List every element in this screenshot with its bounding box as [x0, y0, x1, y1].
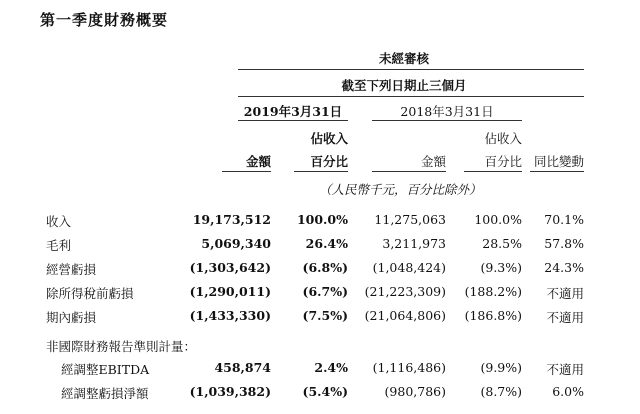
pct-2018: 100.0%: [474, 212, 522, 227]
amount-2018: 11,275,063: [374, 212, 446, 227]
pct-2018: (9.3%): [480, 260, 522, 275]
row-label: 收入: [46, 214, 72, 229]
yoy-change: 不適用: [546, 286, 584, 301]
yoy-change: 不適用: [546, 362, 584, 377]
page-title: 第一季度財務概要: [40, 11, 169, 29]
underline-yoy: [530, 171, 584, 172]
yoy-change: 24.3%: [544, 260, 584, 275]
underline-amount-2018: [372, 171, 446, 172]
date-2019: 2019年3月31日: [243, 104, 343, 119]
non-ifrs-heading: 非國際財務報告準則計量：: [46, 339, 197, 354]
amount-2018: (980,786): [384, 384, 446, 399]
pct-2018: (9.9%): [480, 360, 522, 375]
row-label: 除所得稅前虧損: [46, 286, 134, 301]
pct-header-2018: 百分比: [484, 154, 522, 169]
pct-2018: 28.5%: [482, 236, 522, 251]
unit-note: （人民幣千元，百分比除外）: [319, 182, 482, 197]
pct-2018: (186.8%): [464, 308, 522, 323]
divider-2018: [372, 120, 522, 121]
pct-2019: 2.4%: [314, 360, 348, 375]
underline-pct-2019: [294, 171, 348, 172]
divider-top: [238, 69, 584, 70]
amount-2018: 3,211,973: [382, 236, 446, 251]
pct-income-label-2018: 佔收入: [484, 131, 522, 146]
yoy-change: 70.1%: [544, 212, 584, 227]
pct-2019: (6.8%): [302, 260, 348, 275]
amount-2019: (1,290,011): [189, 284, 271, 299]
date-2018: 2018年3月31日: [400, 104, 494, 119]
period-heading: 截至下列日期止三個月: [341, 78, 467, 93]
row-label: 經調整虧損淨額: [61, 386, 149, 401]
pct-header-2019: 百分比: [310, 154, 348, 169]
yoy-change: 6.0%: [552, 384, 584, 399]
yoy-header: 同比變動: [533, 154, 584, 169]
divider-2019: [238, 120, 348, 121]
yoy-change: 不適用: [546, 310, 584, 325]
pct-2018: (188.2%): [464, 284, 522, 299]
amount-2019: (1,039,382): [189, 384, 271, 399]
underline-pct-2018: [464, 171, 522, 172]
row-label: 毛利: [46, 238, 72, 253]
amount-2018: (21,064,806): [364, 308, 446, 323]
amount-2018: (1,116,486): [372, 360, 446, 375]
amount-2019: (1,433,330): [189, 308, 271, 323]
pct-2018: (8.7%): [480, 384, 522, 399]
pct-income-label-2019: 佔收入: [310, 131, 348, 146]
amount-2018: (1,048,424): [372, 260, 446, 275]
amount-2019: 458,874: [214, 360, 271, 375]
amount-2019: (1,303,642): [189, 260, 271, 275]
divider-period: [238, 96, 584, 97]
row-label: 期內虧損: [46, 310, 97, 325]
pct-2019: (7.5%): [302, 308, 348, 323]
row-label: 經營虧損: [46, 262, 97, 277]
amount-header-2019: 金額: [245, 154, 271, 169]
amount-header-2018: 金額: [420, 154, 446, 169]
pct-2019: 100.0%: [296, 212, 348, 227]
pct-2019: (5.4%): [302, 384, 348, 399]
row-label: 經調整EBITDA: [61, 362, 150, 377]
pct-2019: 26.4%: [305, 236, 348, 251]
underline-amount-2019: [222, 171, 271, 172]
amount-2018: (21,223,309): [364, 284, 446, 299]
amount-2019: 5,069,340: [201, 236, 271, 251]
amount-2019: 19,173,512: [192, 212, 271, 227]
yoy-change: 57.8%: [544, 236, 584, 251]
unaudited-heading: 未經審核: [378, 51, 430, 66]
pct-2019: (6.7%): [302, 284, 348, 299]
